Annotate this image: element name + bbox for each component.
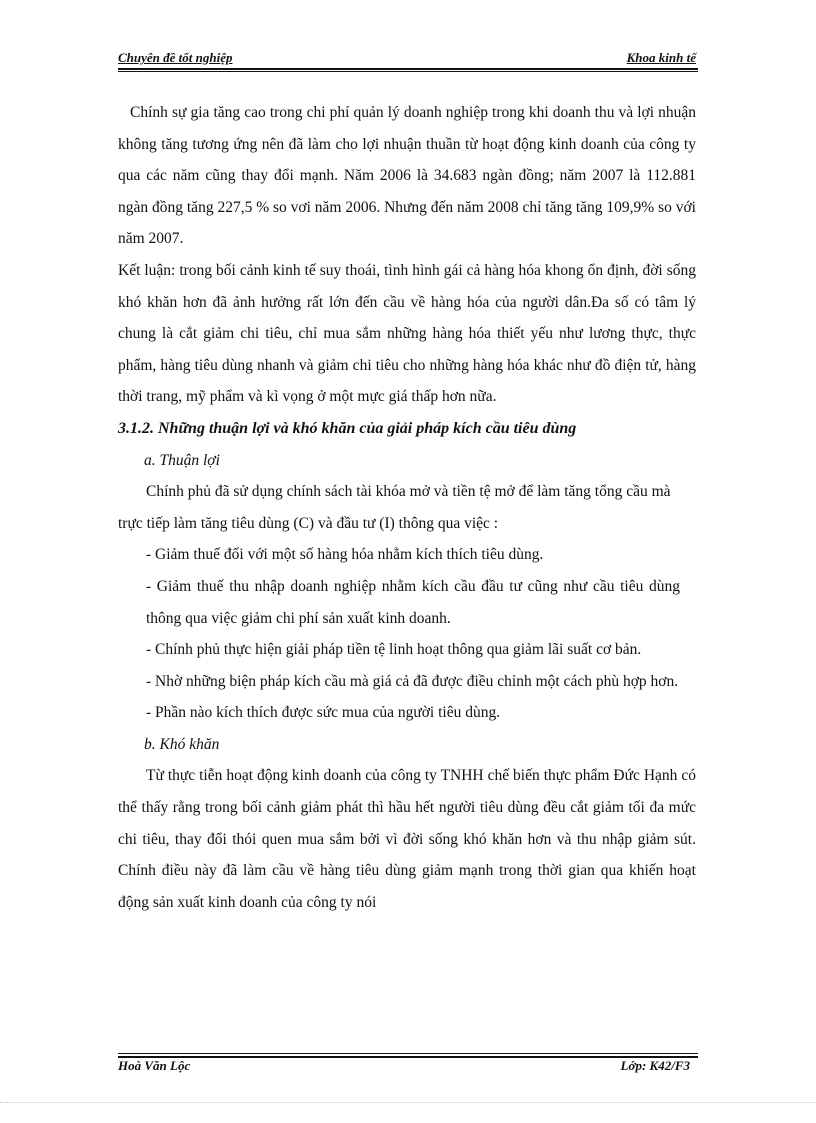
bullet-tax-goods: - Giảm thuế đối với một số hàng hóa nhằm kích thích tiêu dùng. <box>146 546 544 564</box>
bullet-corporate-tax: - Giảm thuế thu nhập doanh nghiệp nhằm kích cầu đầu tư cũng như cầu tiêu dùng thông qua việc giảm chi phí sản xuất kinh doanh. <box>146 577 680 627</box>
bullet-monetary: - Chính phủ thực hiện giải pháp tiền tệ linh hoạt thông qua giảm lãi suất cơ bản. <box>146 641 642 659</box>
page-header <box>118 50 698 70</box>
header-doc-title: Chuyên đề tốt nghiệp <box>118 50 233 65</box>
document-body <box>118 97 696 918</box>
bullet-purchasing-power: - Phần nào kích thích được sức mua của người tiêu dùng. <box>146 704 501 722</box>
header-rule <box>118 68 698 72</box>
paragraph-profit-change: Chính sự gia tăng cao trong chi phí quản lý doanh nghiệp trong khi doanh thu và lợi nhuận không tăng tương ứng nên đã làm cho lợi nhuận thuần từ hoạt động kinh doanh của công ty qua các năm cũng thay đổi mạnh. Năm 2006 là 34.683 ngàn đồng; năm 2007 là 112.881 ngàn đồng tăng 227,5 % so vơi năm 2006. Nhưng đến năm 2008 chỉ tăng tăng 109,9% so với năm 2007. <box>118 104 696 248</box>
bullet-price-adjust: - Nhờ những biện pháp kích cầu mà giá cả đã được điều chỉnh một cách phù hợp hơn. <box>146 672 679 690</box>
page-edge <box>0 1102 816 1103</box>
section-heading-3-1-2: 3.1.2. Những thuận lợi và khó khăn của giải pháp kích cầu tiêu dùng <box>118 419 577 437</box>
paragraph-company-difficulties: Từ thực tiễn hoạt động kinh doanh của công ty TNHH chế biến thực phẩm Đức Hạnh có thể thấy rằng trong bối cảnh giảm phát thì hầu hết người tiêu dùng đều cắt giảm tối đa mức chi tiêu, thay đổi thói quen mua sắm bởi vì đời sống khó khăn hơn và thu nhập giảm sút. Chính điều này đã làm cầu về hàng tiêu dùng giảm mạnh trong thời gian qua khiến hoạt động sản xuất kinh doanh của công ty nói <box>118 767 696 911</box>
paragraph-fiscal-policy: Chính phủ đã sử dụng chính sách tài khóa mở và tiền tệ mở để làm tăng tổng cầu mà trực tiếp làm tăng tiêu dùng (C) và đầu tư (I) thông qua việc : <box>118 483 671 532</box>
header-faculty: Khoa kinh tế <box>626 50 696 65</box>
subheading-advantages: a. Thuận lợi <box>144 451 220 469</box>
footer-author: Hoà Văn Lộc <box>118 1058 191 1073</box>
paragraph-conclusion: Kết luận: trong bối cảnh kinh tế suy thoái, tình hình gái cả hàng hóa khong ổn định, đời sống khó khăn hơn đã ảnh hưởng rất lớn đến cầu về hàng hóa của người dân.Đa số có tâm lý chung là cắt giảm chi tiêu, chỉ mua sắm những hàng hóa thiết yếu như lương thực, thực phẩm, hàng tiêu dùng nhanh và giảm chi tiêu cho những hàng hóa khác như đồ điện tử, hàng thời trang, mỹ phẩm và kì vọng ở một mực giá thấp hơn nữa. <box>118 261 696 406</box>
footer-class: Lớp: K42/F3 <box>620 1058 690 1073</box>
page-footer <box>118 1058 698 1078</box>
subheading-difficulties: b. Khó khăn <box>144 735 220 753</box>
